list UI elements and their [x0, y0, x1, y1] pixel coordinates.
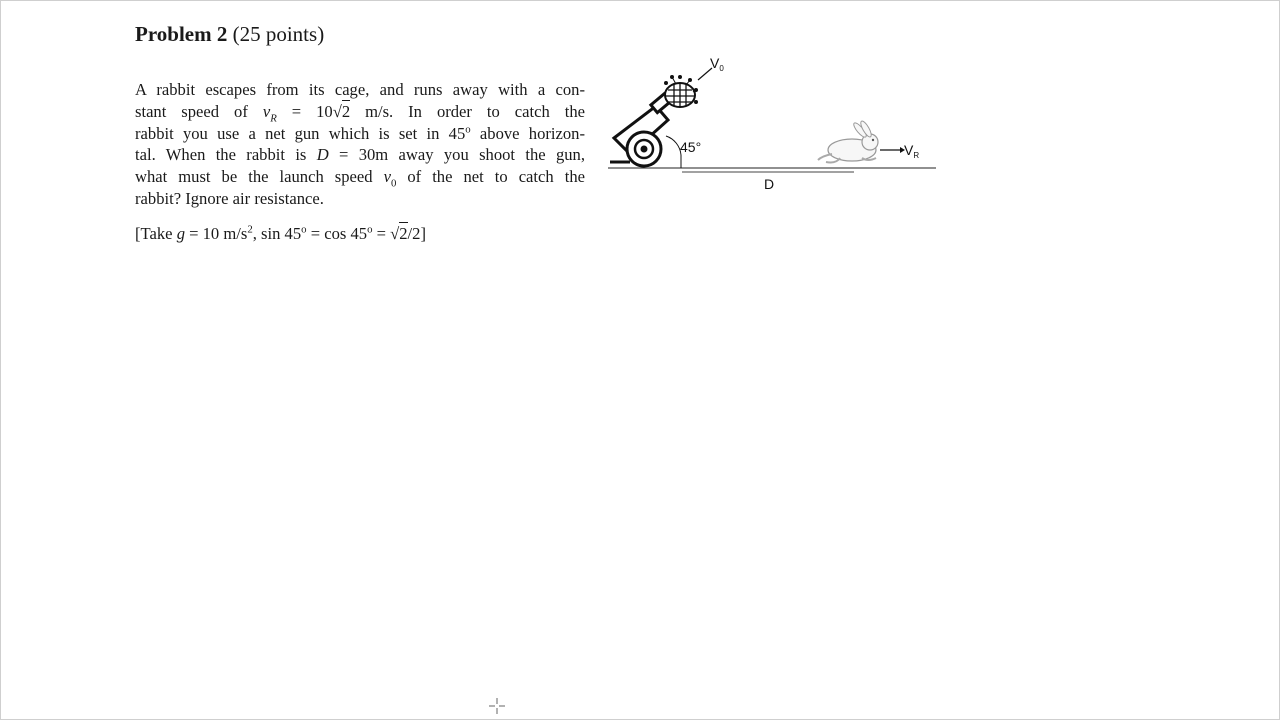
var-d: D: [316, 145, 329, 165]
degree-mark: o: [465, 123, 471, 136]
radicand: 2: [341, 101, 351, 121]
exponent: 2: [247, 223, 253, 236]
text-run: tal. When the rabbit is: [135, 145, 317, 165]
text-run: = 30m away you shoot the gun,: [328, 145, 585, 165]
angle-arc: [666, 136, 681, 155]
text-run: = 10 m/s: [184, 224, 248, 243]
given-values-note: [135, 224, 426, 244]
problem-line-3: [135, 123, 585, 145]
text-run: [Take: [135, 224, 177, 243]
text-run: m/s. In order to catch the: [350, 101, 586, 121]
var-v: v: [262, 101, 271, 121]
problem-line-2: [135, 101, 585, 123]
problem-number: Problem 2: [135, 22, 228, 46]
subscript-r: R: [270, 112, 277, 125]
radicand: 2: [399, 224, 408, 243]
degree-mark: o: [301, 223, 307, 236]
problem-line-5: [135, 166, 585, 188]
text-run: of the net to catch the: [396, 167, 585, 187]
text-run: above horizon-: [470, 123, 585, 143]
net-gun-icon: [610, 93, 671, 166]
text-run: rabbit you use a net gun which is set in 45: [135, 123, 466, 143]
text-run: A rabbit escapes from its cage, and runs away with a con-: [135, 80, 585, 99]
text-run: = 10: [276, 101, 333, 121]
vr-label: $V_R$: [904, 142, 920, 160]
text-run: = cos 45: [306, 224, 368, 243]
text-run: rabbit? Ignore air resistance.: [135, 188, 324, 208]
v0-label: $V_0$: [710, 55, 724, 73]
problem-line-1: [135, 79, 585, 101]
sqrt-sign: √: [390, 224, 400, 243]
problem-line-6: [135, 188, 585, 210]
crosshair-cursor-icon: [489, 698, 505, 714]
var-g: g: [176, 224, 185, 243]
degree-mark: o: [367, 223, 373, 236]
problem-statement: [135, 79, 585, 210]
var-v: v: [383, 167, 391, 187]
distance-label: D: [764, 176, 775, 192]
sqrt-sign: √: [332, 101, 342, 121]
text-run: =: [372, 224, 391, 243]
problem-figure: [600, 50, 945, 200]
subscript-0: 0: [390, 177, 397, 190]
problem-title: [135, 22, 324, 47]
angle-label: 45°: [680, 139, 702, 155]
text-run: stant speed of: [135, 101, 263, 121]
net-icon: [664, 75, 698, 107]
text-run: what must be the launch speed: [135, 167, 384, 187]
problem-points: (25 points): [232, 22, 325, 46]
text-run: /2]: [407, 224, 426, 243]
text-run: , sin 45: [252, 224, 302, 243]
problem-line-4: [135, 144, 585, 166]
rabbit-icon: [818, 120, 878, 163]
